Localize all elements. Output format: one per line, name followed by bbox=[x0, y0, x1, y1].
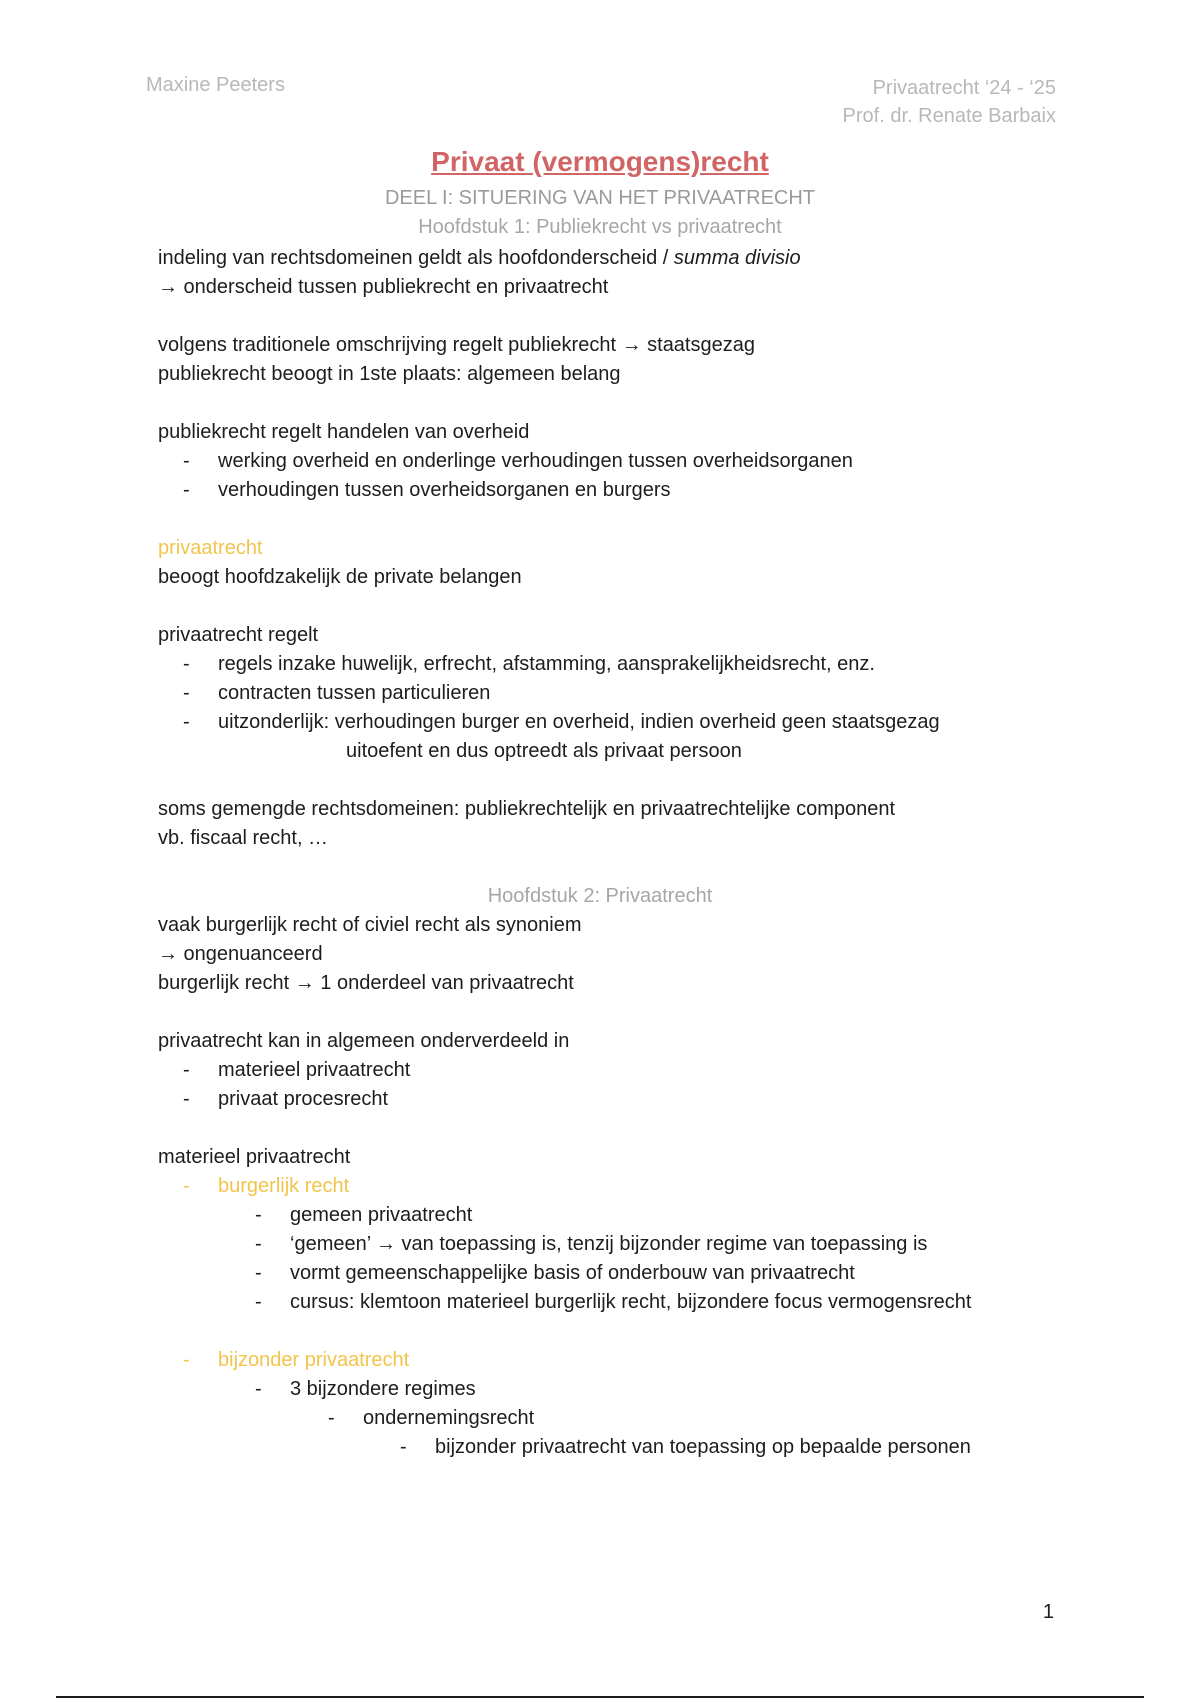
header-author: Maxine Peeters bbox=[146, 74, 285, 96]
list-item: - uitzonderlijk: verhoudingen burger en overheid, indien overheid geen staatsgezag bbox=[183, 711, 940, 733]
list-item-continuation: uitoefent en dus optreedt als privaat persoon bbox=[346, 740, 742, 762]
list-item: - ‘gemeen’ → van toepassing is, tenzij bijzonder regime van toepassing is bbox=[255, 1233, 928, 1255]
chapter-2-heading: Hoofdstuk 2: Privaatrecht bbox=[487, 885, 713, 907]
header-professor: Prof. dr. Renate Barbaix bbox=[842, 105, 1056, 127]
list-item: - materieel privaatrecht bbox=[183, 1059, 411, 1081]
list-item: - gemeen privaatrecht bbox=[255, 1204, 473, 1226]
document-body bbox=[158, 244, 1058, 1462]
list-item: - contracten tussen particulieren bbox=[183, 682, 491, 704]
paragraph-line: privaatrecht regelt bbox=[158, 624, 319, 646]
paragraph-line: privaatrecht kan in algemeen onderverdeeld in bbox=[158, 1030, 570, 1052]
highlight-heading: privaatrecht bbox=[158, 537, 263, 559]
highlight-list-item: - burgerlijk recht bbox=[183, 1175, 350, 1197]
paragraph-line: materieel privaatrecht bbox=[158, 1146, 351, 1168]
page-number: 1 bbox=[1042, 1601, 1054, 1623]
paragraph-line: beoogt hoofdzakelijk de private belangen bbox=[158, 566, 522, 588]
paragraph-line: → onderscheid tussen publiekrecht en privaatrecht bbox=[158, 276, 609, 298]
list-item: - 3 bijzondere regimes bbox=[255, 1378, 476, 1400]
highlight-list-item: - bijzonder privaatrecht bbox=[183, 1349, 410, 1371]
paragraph-line: publiekrecht beoogt in 1ste plaats: algemeen belang bbox=[158, 363, 621, 385]
chapter-1-heading: Hoofdstuk 1: Publiekrecht vs privaatrecht bbox=[418, 216, 782, 238]
paragraph-line: publiekrecht regelt handelen van overheid bbox=[158, 421, 530, 443]
document-title: Privaat (vermogens)recht bbox=[431, 146, 769, 177]
header-course-info bbox=[843, 74, 1056, 130]
list-item: - werking overheid en onderlinge verhoudingen tussen overheidsorganen bbox=[183, 450, 853, 472]
paragraph-line: soms gemengde rechtsdomeinen: publiekrechtelijk en privaatrechtelijke component bbox=[158, 798, 896, 820]
list-item: - privaat procesrecht bbox=[183, 1088, 389, 1110]
paragraph-line: → ongenuanceerd bbox=[158, 943, 323, 965]
list-item: - vormt gemeenschappelijke basis of onderbouw van privaatrecht bbox=[255, 1262, 855, 1284]
list-item: - bijzonder privaatrecht van toepassing op bepaalde personen bbox=[400, 1436, 971, 1458]
paragraph-line: volgens traditionele omschrijving regelt publiekrecht → staatsgezag bbox=[158, 334, 755, 356]
paragraph-line: vaak burgerlijk recht of civiel recht als synoniem bbox=[158, 914, 582, 936]
paragraph-line: burgerlijk recht → 1 onderdeel van privaatrecht bbox=[158, 972, 574, 994]
paragraph-line: indeling van rechtsdomeinen geldt als hoofdonderscheid / summa divisio bbox=[158, 247, 801, 269]
list-item: - ondernemingsrecht bbox=[328, 1407, 535, 1429]
header-course: Privaatrecht ‘24 - ‘25 bbox=[872, 77, 1056, 99]
list-item: - regels inzake huwelijk, erfrecht, afstamming, aansprakelijkheidsrecht, enz. bbox=[183, 653, 875, 675]
paragraph-line: vb. fiscaal recht, … bbox=[158, 827, 329, 849]
italic-term: summa divisio bbox=[673, 247, 801, 269]
list-item: - cursus: klemtoon materieel burgerlijk recht, bijzondere focus vermogensrecht bbox=[255, 1291, 972, 1313]
part-heading: DEEL I: SITUERING VAN HET PRIVAATRECHT bbox=[384, 187, 816, 209]
list-item: - verhoudingen tussen overheidsorganen en burgers bbox=[183, 479, 671, 501]
footer-divider bbox=[56, 1696, 1144, 1698]
